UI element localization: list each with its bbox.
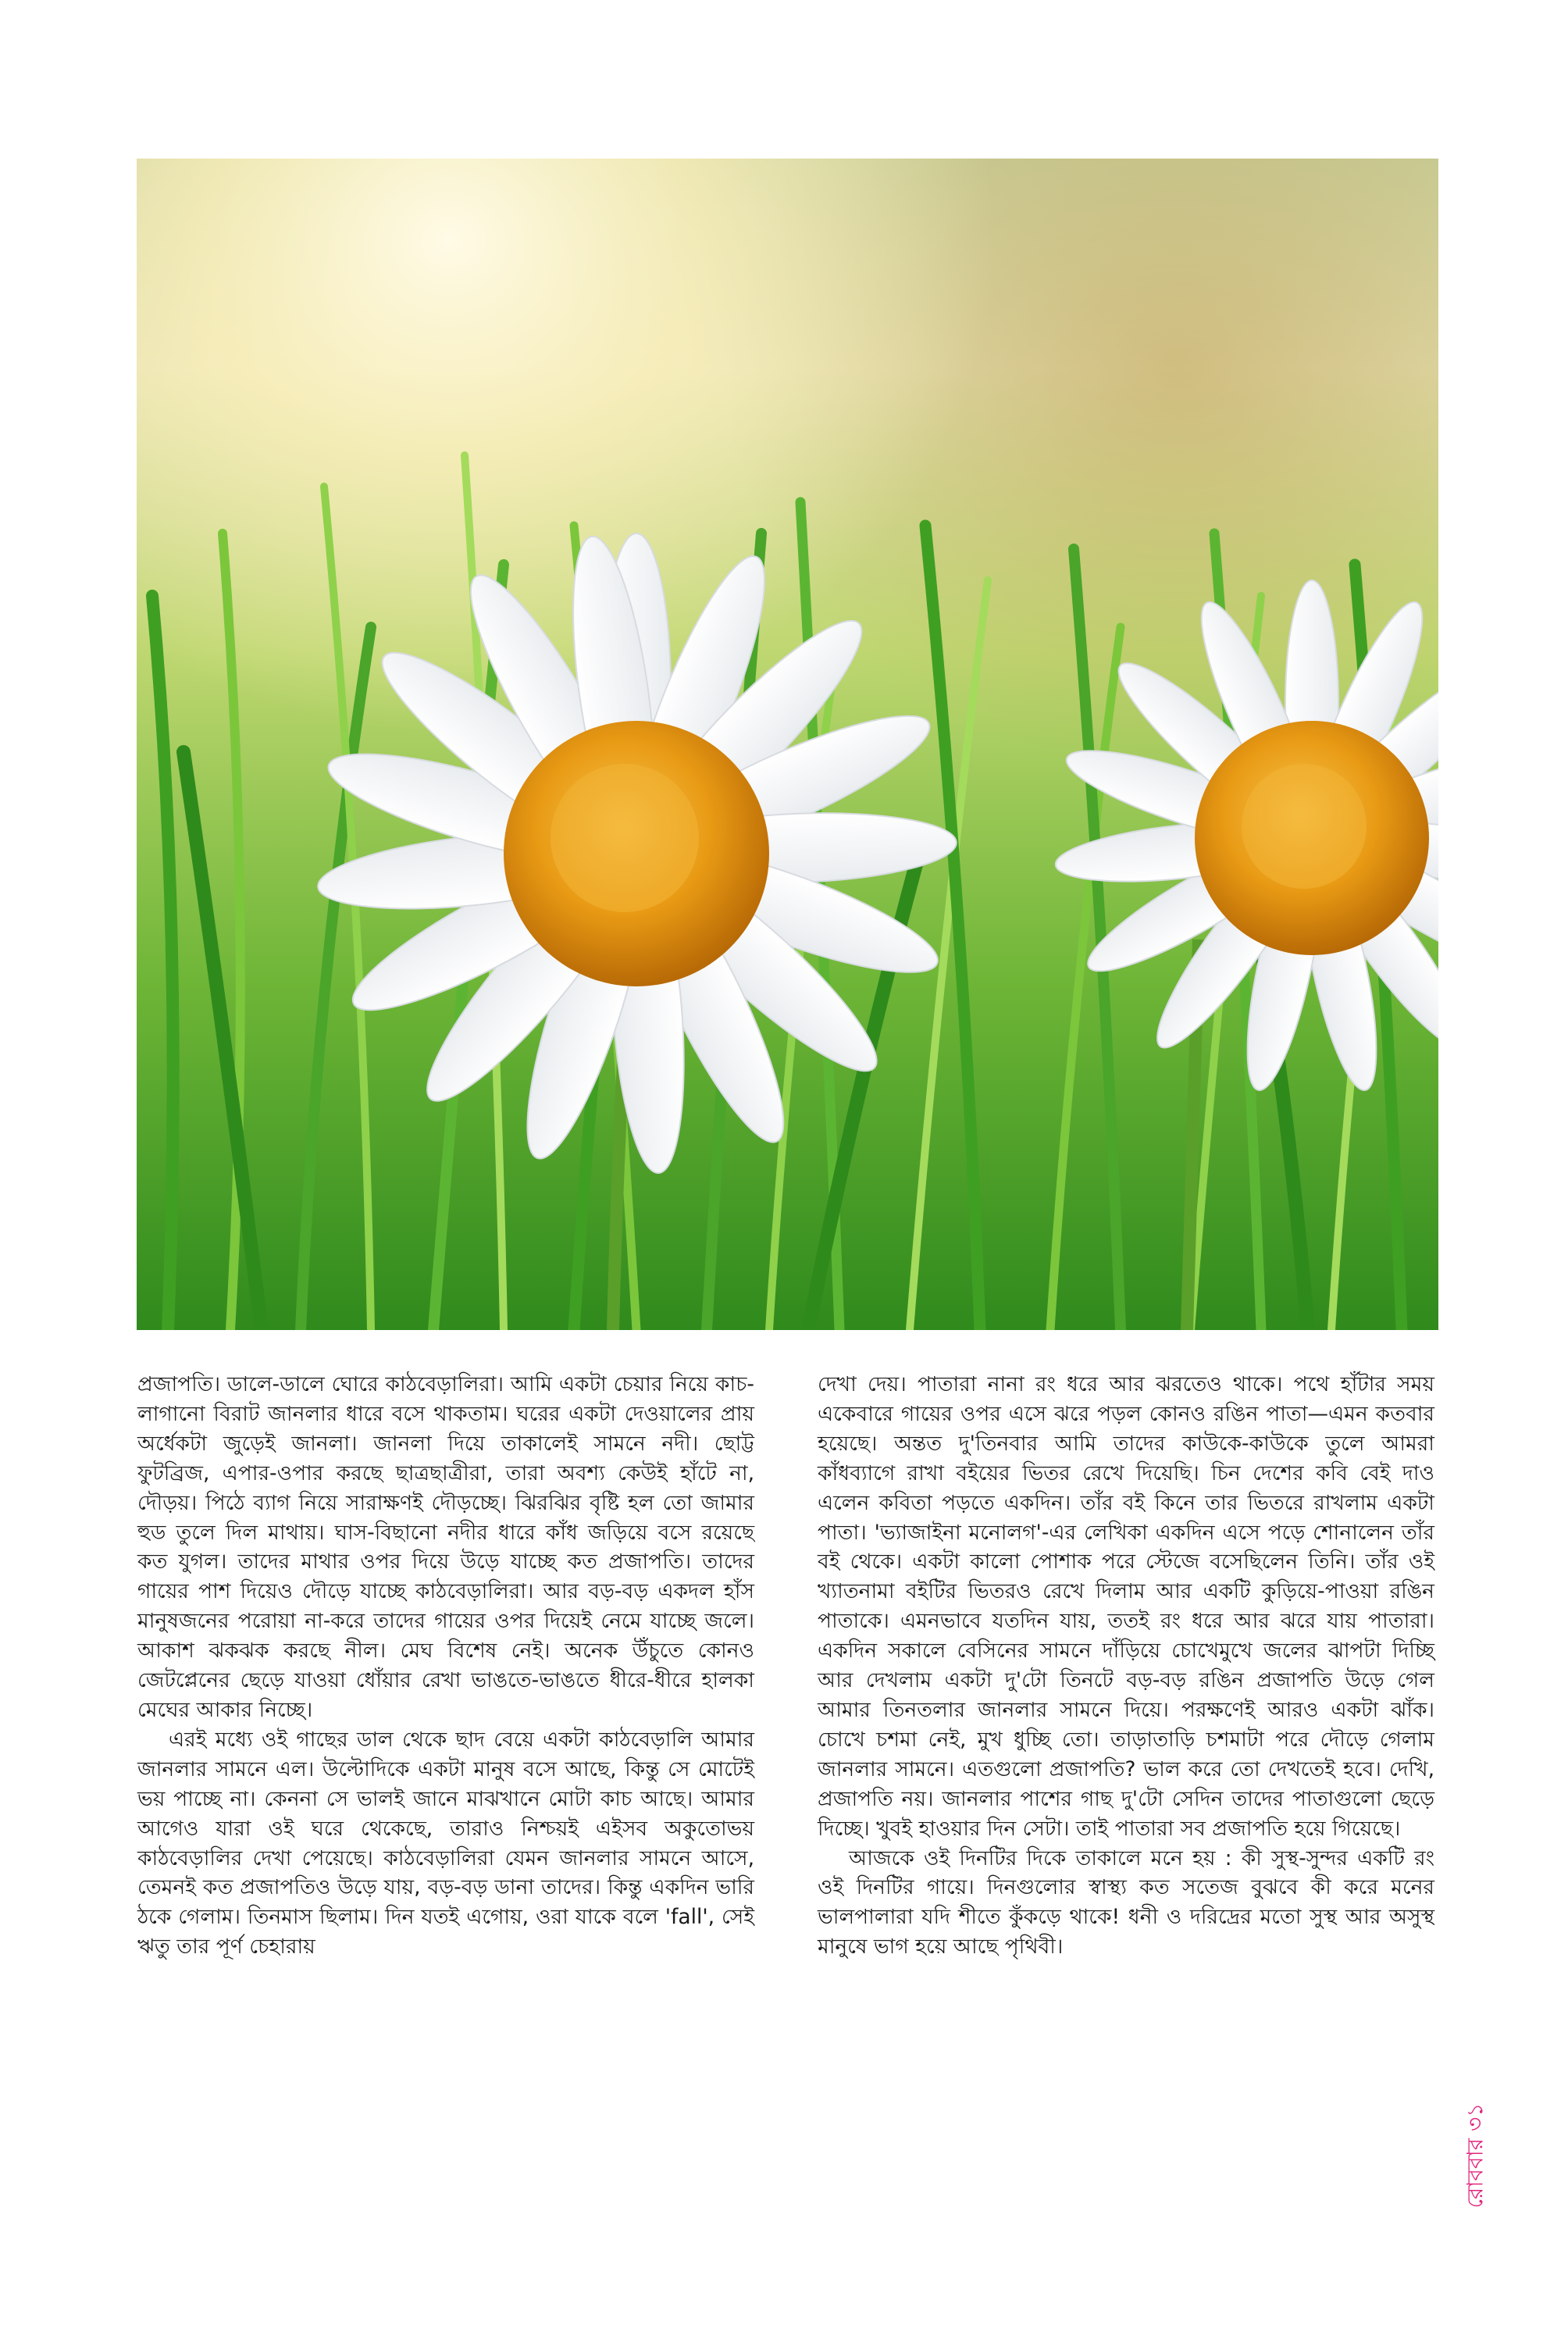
article-column-right <box>818 1370 1434 2252</box>
article-paragraph: আজকে ওই দিনটির দিকে তাকালে মনে হয় : কী সুস্থ-সুন্দর একটি রং ওই দিনটির গায়ে। দিনগুলোর স্বাস্থ্য কত সতেজ বুঝবে কী করে মনের ভালপালারা যদি শীতে কুঁকড়ে থাকে! ধনী ও দরিদ্রের মতো সুস্থ আর অসুস্থ মানুষে ভাগ হয়ে আছে পৃথিবী। <box>818 1845 1434 1960</box>
page-folio <box>1457 2062 1496 2249</box>
article-paragraph: এরই মধ্যে ওই গাছের ডাল থেকে ছাদ বেয়ে একটা কাঠবেড়ালি আমার জানলার সামনে এল। উল্টোদিকে একটা মানুষ বসে আছে, কিন্তু সে মোটেই ভয় পাচ্ছে না। কেননা সে ভালই জানে মাঝখানে মোটা কাচ আছে। আমার আগেও যারা ওই ঘরে থেকেছে, তারাও নিশ্চয়ই এইসব অকুতোভয় কাঠবেড়ালির দেখা পেয়েছে। কাঠবেড়ালিরা যেমন জানলার সামনে আসে, তেমনই কত প্রজাপতিও উড়ে যায়, বড়-বড় ডানা তাদের। কিন্তু একদিন ভারি ঠকে গেলাম। তিনমাস ছিলাম। দিন যতই এগোয়, ওরা যাকে বলে 'fall', সেই ঋতু তার পূর্ণ চেহারায় <box>137 1727 754 1960</box>
folio-text: রোববার ৩১ <box>1462 2102 1488 2209</box>
article-paragraph: প্রজাপতি। ডালে-ডালে ঘোরে কাঠবেড়ালিরা। আমি একটা চেয়ার নিয়ে কাচ-লাগানো বিরাট জানলার ধারে বসে থাকতাম। ঘরের একটা দেওয়ালের প্রায় অর্ধেকটা জুড়েই জানলা। জানলা দিয়ে তাকালেই সামনে নদী। ছোট্ট ফুটব্রিজ, এপার-ওপার করছে ছাত্রছাত্রীরা, তারা অবশ্য কেউই হাঁটে না, দৌড়য়। পিঠে ব্যাগ নিয়ে সারাক্ষণই দৌড়চ্ছে। ঝিরঝির বৃষ্টি হল তো জামার হুড তুলে দিল মাথায়। ঘাস-বিছানো নদীর ধারে কাঁধ জড়িয়ে বসে রয়েছে কত যুগল। তাদের মাথার ওপর দিয়ে উড়ে যাচ্ছে কত প্রজাপতি। তাদের গায়ের পাশ দিয়েও দৌড়ে যাচ্ছে কাঠবেড়ালিরা। আর বড়-বড় একদল হাঁস মানুষজনের পরোয়া না-করে তাদের গায়ের ওপর দিয়েই নেমে যাচ্ছে জলে। আকাশ ঝকঝক করছে নীল। মেঘ বিশেষ নেই। অনেক উঁচুতে কোনও জেটপ্লেনের ছেড়ে যাওয়া ধোঁয়ার রেখা ভাঙতে-ভাঙতে ধীরে-ধীরে হালকা মেঘের আকার নিচ্ছে। <box>137 1372 754 1722</box>
daisy-photo <box>137 159 1438 1330</box>
article-column-left <box>137 1370 754 2252</box>
daisy-flowers-icon <box>137 159 1438 1330</box>
article-paragraph: দেখা দেয়। পাতারা নানা রং ধরে আর ঝরতেও থাকে। পথে হাঁটার সময় একেবারে গায়ের ওপর এসে ঝরে পড়ল কোনও রঙিন পাতা—এমন কতবার হয়েছে। অন্তত দু'তিনবার আমি তাদের কাউকে-কাউকে তুলে আমরা কাঁধব্যাগে রাখা বইয়ের ভিতর রেখে দিয়েছি। চিন দেশের কবি বেই দাও এলেন কবিতা পড়তে একদিন। তাঁর বই কিনে তার ভিতরে রাখলাম একটা পাতা। 'ভ্যাজাইনা মনোলগ'-এর লেখিকা একদিন এসে পড়ে শোনালেন তাঁর বই থেকে। একটা কালো পোশাক পরে স্টেজে বসেছিলেন তিনি। তাঁর ওই খ্যাতনামা বইটির ভিতরও রেখে দিলাম আর একটি কুড়িয়ে-পাওয়া রঙিন পাতাকে। এমনভাবে যতদিন যায়, ততই রং ধরে আর ঝরে যায় পাতারা। একদিন সকালে বেসিনের সামনে দাঁড়িয়ে চোখেমুখে জলের ঝাপটা দিচ্ছি আর দেখলাম একটা দু'টো তিনটে বড়-বড় রঙিন প্রজাপতি উড়ে গেল আমার তিনতলার জানলার সামনে দিয়ে। পরক্ষণেই আরও একটা ঝাঁক। চোখে চশমা নেই, মুখ ধুচ্ছি তো। তাড়াতাড়ি চশমাটা পরে দৌড়ে গেলাম জানলার সামনে। এতগুলো প্রজাপতি? ভাল করে তো দেখতেই হবে। দেখি, প্রজাপতি নয়। জানলার পাশের গাছ দু'টো সেদিন তাদের পাতাগুলো ছেড়ে দিচ্ছে। খুবই হাওয়ার দিন সেটা। তাই পাতারা সব প্রজাপতি হয়ে গিয়েছে। <box>818 1372 1434 1841</box>
